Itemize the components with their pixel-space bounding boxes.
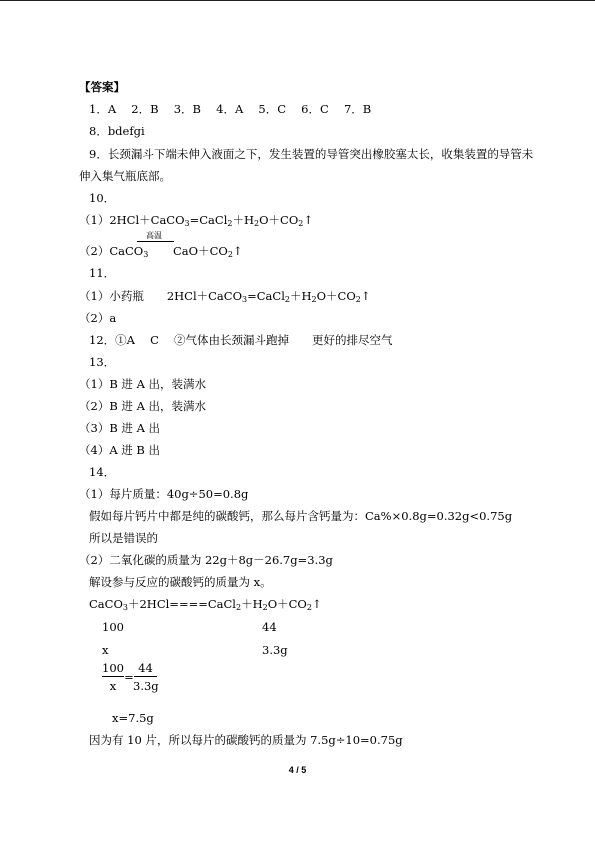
answer-8: 8．bdefgi: [89, 124, 145, 138]
mass-ratio-caco3: 100: [102, 620, 124, 634]
answer-13: 13．: [89, 355, 116, 369]
answer-10: 10．: [89, 191, 116, 205]
answer-14-1c: 所以是错误的: [89, 531, 158, 545]
fraction-left-bar: [102, 676, 124, 677]
answer-10-2: （2）CaCO$_3$: [79, 244, 149, 259]
fraction-left-numerator: 100: [102, 661, 124, 675]
conclusion: 因为有 10 片，所以每片的碳酸钙的质量为 7.5g÷10=0.75g: [89, 733, 403, 747]
answer-10-2-products: $CaO+CO_2↑$: [173, 244, 243, 259]
co2-mass: 3.3g: [262, 643, 288, 657]
answer-13-3: （3）B 进 A 出: [79, 421, 161, 435]
answer-14-1b: 假如每片钙片中都是纯的碳酸钙，那么每片含钙量为：Ca%×0.8g=0.32g<0.75g: [89, 509, 513, 523]
answer-11-1: （1）小药瓶 $2HCl+CaCO_3=CaCl_2+H_2O+CO_2↑$: [79, 289, 371, 304]
answer-9-line2: 伸入集气瓶底部。: [79, 169, 171, 183]
answer-13-2: （2）B 进 A 出，装满水: [79, 399, 207, 413]
answer-header: 【答案】: [79, 80, 125, 94]
page-number: 4 / 5: [288, 765, 307, 775]
answer-12: 12．①A C ②气体由长颈漏斗跑掉 更好的排尽空气: [89, 333, 393, 347]
answer-9-line1: 9．长颈漏斗下端未伸入液面之下，发生装置的导管突出橡胶塞太长，收集装置的导管未: [89, 147, 534, 161]
fraction-left-denominator: x: [109, 679, 117, 693]
fraction-equals: =: [124, 670, 134, 684]
answer-14-2: （2）二氧化碳的质量为 22g＋8g－26.7g=3.3g: [79, 553, 333, 567]
answer-13-4: （4）A 进 B 出: [79, 443, 161, 457]
answer-14-2b: 解设参与反应的碳酸钙的质量为 x。: [89, 575, 272, 589]
answer-13-1: （1）B 进 A 出，装满水: [79, 377, 207, 391]
unknown-x: x: [102, 643, 109, 657]
fraction-right-denominator: 3.3g: [133, 679, 159, 693]
answer-10-1: $(1)2HCl+CaCO_3=CaCl_2+H_2O+CO_2↑$: [79, 213, 314, 228]
answer-11: 11．: [89, 266, 116, 280]
fraction-right-bar: [134, 676, 157, 677]
answer-14: 14．: [89, 465, 116, 479]
top-border: [0, 0, 595, 1]
reaction-equation: $CaCO_3+2HCl====CaCl_2+H_2O+CO_2↑$: [89, 597, 322, 612]
reaction-condition-bar: [137, 241, 174, 242]
answer-11-2: （2）a: [79, 311, 117, 325]
answer-14-1: （1）每片质量：40g÷50=0.8g: [79, 487, 249, 501]
reaction-condition: 高温: [146, 231, 162, 240]
mass-ratio-co2: 44: [262, 620, 277, 634]
fraction-right-numerator: 44: [138, 661, 153, 675]
answers-1-7: 1．A 2．B 3．B 4．A 5．C 6．C 7．B: [89, 102, 372, 116]
x-result: x=7.5g: [112, 711, 154, 725]
